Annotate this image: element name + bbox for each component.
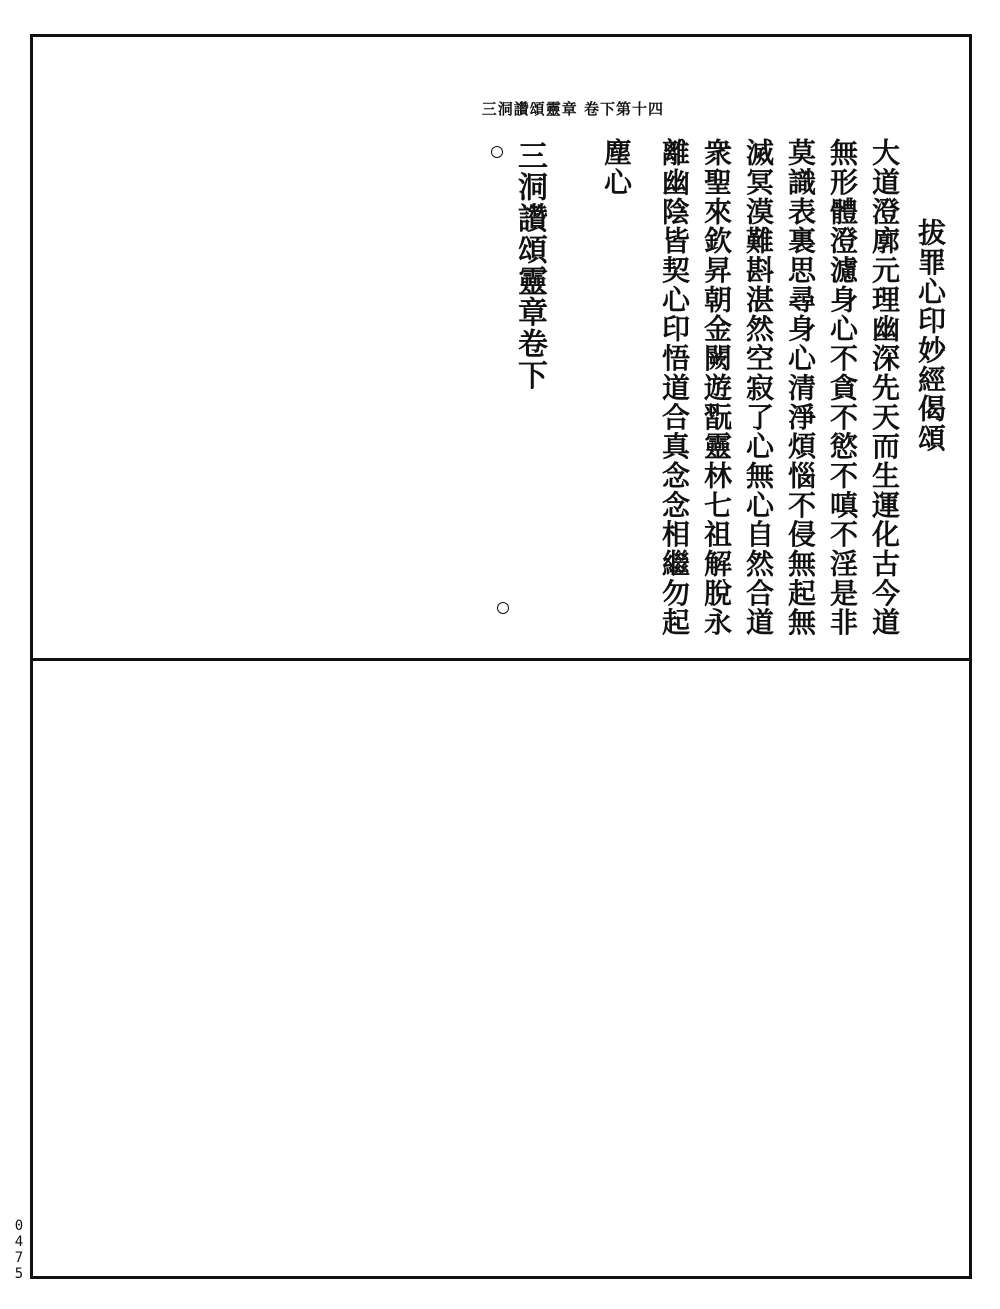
running-head: 三洞讚頌靈章 卷下第十四 (481, 100, 664, 118)
closing-title: 三洞讚頌靈章卷下 (512, 140, 547, 391)
page-number: 0 4 7 5 (14, 1218, 24, 1282)
text-column-6: 離幽陰皆契心印悟道合真念念相繼勿起 (658, 138, 691, 637)
scripture-title: 拔罪心印妙經偈頌 (914, 218, 947, 453)
text-column-3: 莫識表裏思尋身心清淨煩惱不侵無起無 (784, 138, 817, 637)
text-column-5: 衆聖來欽昇朝金闕遊翫靈林七祖解脫永 (700, 138, 733, 637)
text-column-1: 大道澄廓元理幽深先天而生運化古今道 (868, 138, 901, 637)
circle-mark-icon (491, 146, 503, 158)
page-divider (30, 658, 972, 661)
text-column-7: 塵心 (600, 138, 633, 197)
text-column-2: 無形體澄濾身心不貪不慾不嗔不淫是非 (826, 138, 859, 637)
text-column-4: 滅冥漠難斟湛然空寂了心無心自然合道 (742, 138, 775, 637)
circle-mark-icon (497, 602, 509, 614)
